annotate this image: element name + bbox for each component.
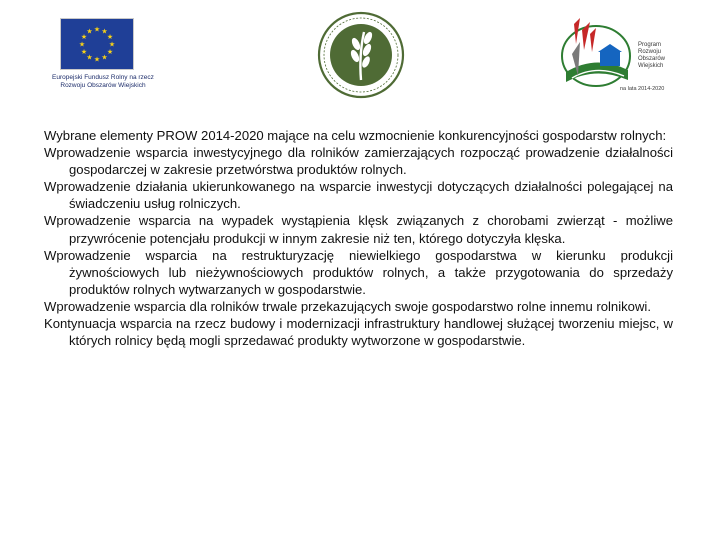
eu-logo-caption — [38, 74, 168, 90]
eu-caption-line1: Europejski Fundusz Rolny na rzecz — [52, 74, 154, 81]
eu-star-icon: ★ — [108, 41, 116, 49]
prow-line2: Rozwoju — [638, 49, 662, 55]
eu-star-icon: ★ — [106, 48, 114, 56]
eu-flag-icon — [60, 18, 134, 70]
prow-years: na lata 2014-2020 — [620, 86, 665, 92]
eu-star-icon: ★ — [93, 56, 101, 64]
list-item: Wprowadzenie wsparcia na restrukturyzację niewielkiego gospodarstwa w kierunku produkcji żywnościowych lub nieżywnościowych produktów rolnych, a także przygotowania do sprzedaży produktów rolnych wytwarzanych w gospodarstwie. — [44, 247, 673, 297]
list-item — [44, 127, 673, 144]
prow-line3: Obszarów — [638, 56, 666, 62]
list-item: Wprowadzenie wsparcia inwestycyjnego dla rolników zamierzających rozpocząć prowadzenie działalności gospodarczej w zakresie przetwórstwa produktów rolnych. — [44, 145, 673, 178]
list-item: Wprowadzenie działania ukierunkowanego na wsparcie inwestycji dotyczących działalności polegającej na świadczeniu usług rolniczych. — [44, 179, 673, 212]
eu-star-icon: ★ — [101, 28, 108, 36]
prow-logo — [560, 14, 680, 94]
prow-line1: Program — [638, 42, 662, 48]
bullet-list — [44, 127, 673, 349]
eu-star-icon: ★ — [80, 48, 88, 56]
list-item: Wprowadzenie wsparcia dla rolników trwale przekazujących swoje gospodarstwo rolne innemu rolnikowi. — [44, 298, 651, 314]
eu-star-icon: ★ — [86, 54, 93, 62]
list-item: Wprowadzenie wsparcia na wypadek wystąpienia klęsk związanych z chorobami zwierząt - możliwe przywrócenie potencjału produkcji w innym zakresie niż ten, którego dotyczyła klęska. — [44, 213, 673, 246]
eu-star-icon: ★ — [106, 33, 114, 41]
eu-star-icon: ★ — [101, 54, 108, 62]
eu-star-icon: ★ — [78, 41, 86, 49]
logo-header — [0, 0, 720, 110]
wheat-seal-icon — [316, 10, 406, 100]
prow-line4: Wiejskich — [638, 63, 664, 69]
eu-star-icon: ★ — [80, 33, 88, 41]
prow-logo-text — [638, 42, 688, 70]
eu-star-icon: ★ — [93, 26, 101, 34]
list-item: Kontynuacja wsparcia na rzecz budowy i modernizacji infrastruktury handlowej służącej tworzeniu miejsc, w których rolnicy będą mogli sprzedawać produkty wytworzone w gospodarstwie. — [44, 316, 673, 349]
eu-star-icon: ★ — [86, 28, 93, 36]
intro-emphasis: wzmocnienie konkurencyjności gospodarstw rolnych: — [359, 128, 667, 143]
intro-text: Wybrane elementy PROW 2014-2020 mające na celu — [44, 128, 360, 143]
eu-caption-line2: Rozwoju Obszarów Wiejskich — [60, 82, 146, 89]
